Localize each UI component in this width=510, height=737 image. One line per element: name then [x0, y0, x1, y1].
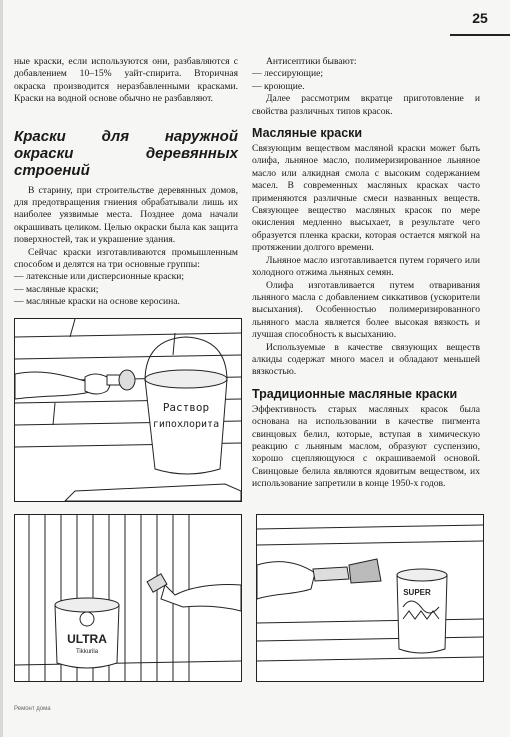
illustration-brush-svg	[257, 515, 483, 681]
paragraph-groups: Сейчас краски изготавливаются промышленным способом и делятся на три основные группы:	[14, 246, 238, 271]
section-heading-exterior-paints: Краски для наружной окраски деревянных строений	[14, 127, 238, 179]
paragraph-binder: Связующим веществом масляной краски может быть олифа, льняное масло, полимеризированное льняное масло или алкидная смола с высоким содержанием масел. В современных масляных красках часто применяются различные смеси названных веществ. Связующее вещество масляных красок по мере окисления медленно высыхает, в результате чего образуется пленка краски, которая остается мягкой на протяжении долгого времени.	[252, 143, 480, 254]
paragraph-history: В старину, при строительстве деревянных домов, для предотвращения гниения обрабатывали лишь их наиболее уязвимые места. Позднее дома начали окрашивать целиком. Целью окраски была как защита поверхностей, так и украшение здания.	[14, 184, 238, 246]
antiseptics-intro: Антисептики бывают:	[266, 56, 357, 67]
page-number: 25	[450, 10, 510, 36]
intro-paragraph: ные краски, если используются они, разбавляются с добавлением 10–15% уайт-спирита. Вторичная окраска производится неразбавленными красками. Краски на водной основе обычно не разбавляют.	[14, 56, 238, 105]
can-brand-super: SUPER	[403, 588, 431, 597]
list-item: — латексные или дисперсионные краски;	[14, 271, 185, 283]
illustration-bucket-hypochlorite	[14, 318, 242, 502]
illustration-fence-svg	[15, 515, 241, 681]
can-brand-ultra: ULTRA	[67, 632, 107, 646]
paragraph-alkyd: Используемые в качестве связующих веществ алкиды содержат много масел и обладают меньшей вязкостью.	[252, 341, 480, 378]
section-heading-traditional-oil-paints: Традиционные масляные краски	[252, 386, 458, 401]
bucket-label-line1: Раствор	[162, 401, 210, 414]
section-heading-oil-paints: Масляные краски	[252, 126, 363, 141]
left-column	[14, 56, 238, 309]
illustration-fence-paint-can	[14, 514, 242, 682]
paragraph-linseed: Льняное масло изготавливается путем горячего или холодного отжима льняных семян.	[252, 254, 480, 279]
can-brand-small: Tikkurila	[75, 649, 99, 655]
paragraph-olifa: Олифа изготавливается путем отваривания льняного масла с добавлением сиккативов (ускорители высыхания). Особенностью полимеризированного льняного масла является более высокая вязкость и лучшая способность к высыханию.	[252, 279, 480, 341]
antiseptics-outro: Далее рассмотрим вкратце приготовление и свойства различных типов красок.	[252, 93, 480, 117]
list-item: — масляные краски на основе керосина.	[14, 296, 180, 308]
illustration-brush-super-can	[256, 514, 484, 682]
list-item: — лессирующие;	[252, 68, 324, 80]
list-item: — кроющие.	[252, 80, 305, 92]
illustration-bucket-svg	[15, 319, 241, 501]
list-item: — масляные краски;	[14, 283, 99, 295]
right-column	[252, 56, 480, 491]
bucket-label-line2: гипохлорита	[152, 419, 220, 430]
page-fold-edge	[0, 0, 3, 737]
page-footer: Ремонт дома	[14, 706, 51, 712]
paragraph-lead-white: Эффективность старых масляных красок была основана на использовании в качестве пигмента свинцовых белил, которые, вступая в химическую реакцию с льняным маслом, образуют суспензию, хорошо сцепляющуюся с окрашиваемой основой. Свинцовые белила являются ядовитым веществом, их использование запретили в конце 1950-х годов.	[252, 403, 480, 490]
